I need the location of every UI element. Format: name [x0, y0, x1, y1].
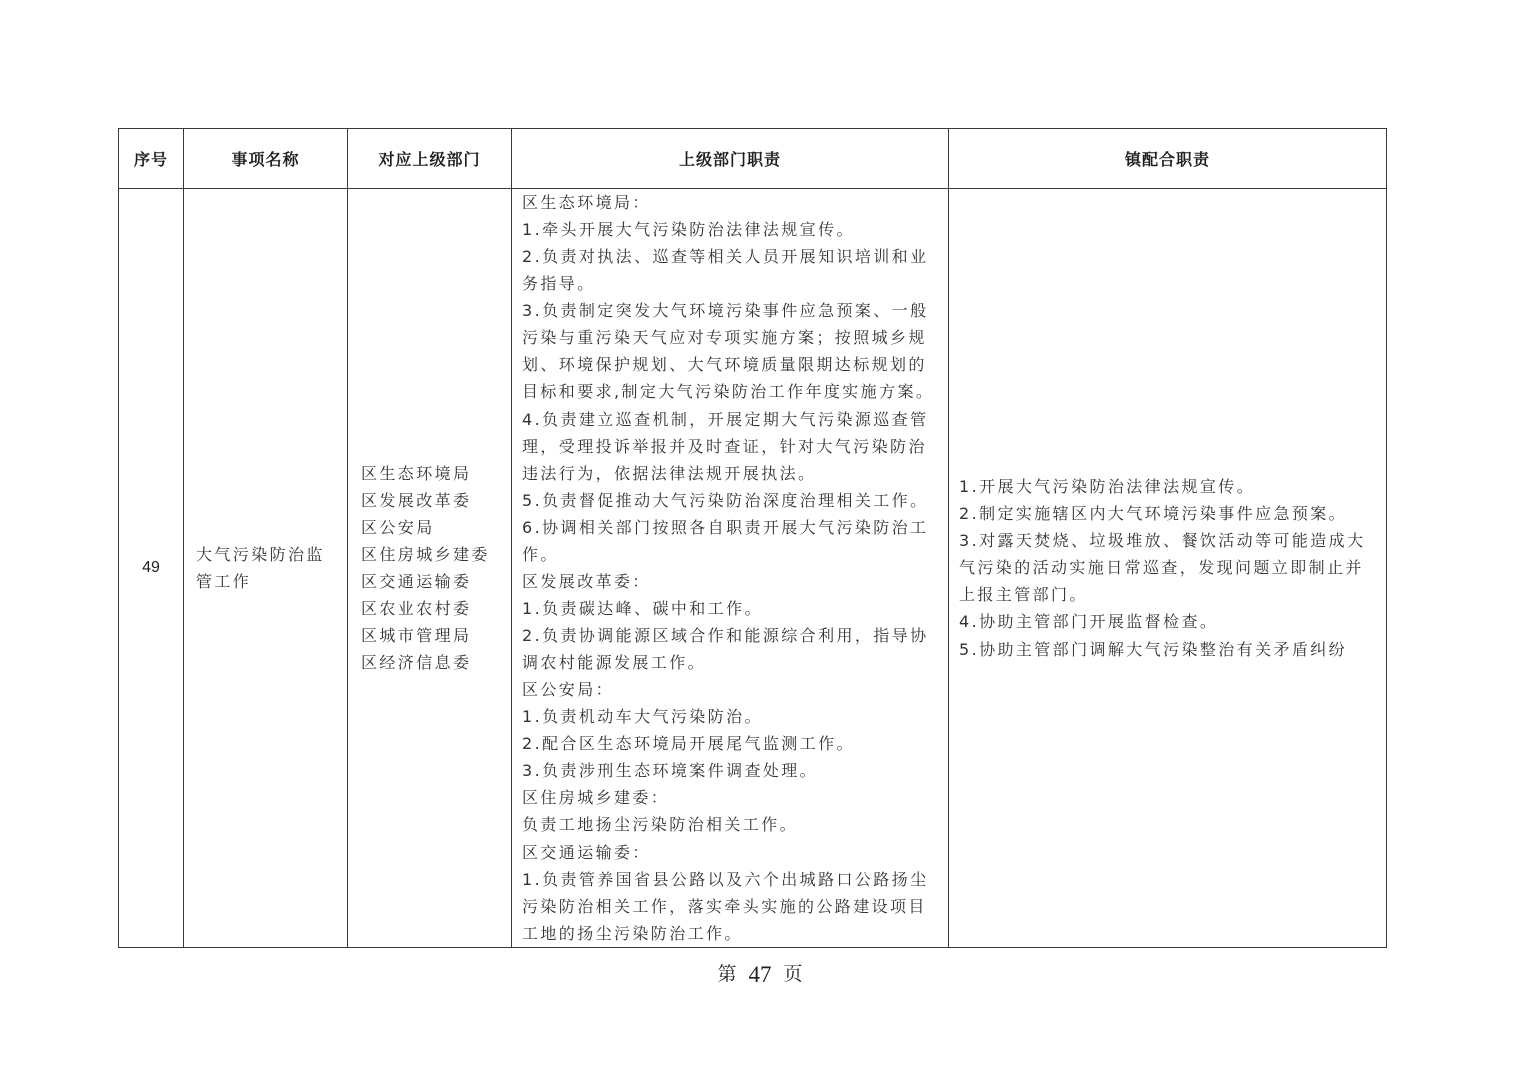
superior-duty-line: 1.负责碳达峰、碳中和工作。 [522, 598, 763, 618]
superior-duty-line: 区公安局： [522, 680, 615, 700]
superior-duty-line: 工地的扬尘污染防治工作。 [522, 923, 743, 943]
header-town-duties: 镇配合职责 [949, 129, 1387, 189]
header-superior-duties: 上级部门职责 [512, 129, 949, 189]
department-item: 区农业农村委 [361, 598, 472, 618]
superior-duty-line: 目标和要求,制定大气污染防治工作年度实施方案。 [522, 382, 935, 402]
superior-duty-line: 区住房城乡建委： [522, 788, 670, 808]
superior-duty-line: 1.牵头开展大气污染防治法律法规宣传。 [522, 220, 855, 240]
page-number: 47 [748, 962, 772, 988]
page-footer [0, 960, 1520, 990]
department-item: 区公安局 [361, 517, 435, 537]
department-item: 区交通运输委 [361, 571, 472, 591]
cell-index: 49 [119, 189, 184, 948]
department-item: 区住房城乡建委 [361, 544, 490, 564]
superior-duty-line: 调农村能源发展工作。 [522, 653, 707, 673]
superior-duty-line: 2.负责对执法、巡查等相关人员开展知识培训和业 [522, 247, 929, 267]
superior-duty-line: 污染与重污染天气应对专项实施方案；按照城乡规 [522, 328, 927, 348]
town-duty-line: 气污染的活动实施日常巡查，发现问题立即制止并 [959, 558, 1364, 578]
superior-duty-line: 区生态环境局： [522, 193, 651, 212]
department-item: 区城市管理局 [361, 626, 472, 645]
town-duty-line: 3.对露天焚烧、垃圾堆放、餐饮活动等可能造成大 [959, 531, 1366, 551]
town-duty-line: 2.制定实施辖区内大气环境污染事件应急预案。 [959, 504, 1348, 524]
page-footer-prefix: 第 [717, 964, 737, 986]
superior-duty-line: 污染防治相关工作，落实牵头实施的公路建设项目 [522, 896, 927, 916]
header-superior-department: 对应上级部门 [348, 129, 512, 189]
superior-duty-line: 5.负责督促推动大气污染防治深度治理相关工作。 [522, 490, 929, 510]
superior-duty-line: 1.负责管养国省县公路以及六个出城路口公路扬尘 [522, 869, 929, 889]
cell-superior-duties [512, 189, 949, 948]
superior-duty-line: 3.负责涉刑生态环境案件调查处理。 [522, 761, 819, 781]
table-body [119, 189, 1387, 948]
item-name-line: 大气污染防治监 [196, 544, 325, 564]
superior-duty-line: 作。 [522, 544, 559, 564]
department-item: 区生态环境局 [361, 463, 472, 483]
superior-duty-line: 4.负责建立巡查机制，开展定期大气污染源巡查管 [522, 409, 929, 429]
superior-duty-line: 理，受理投诉举报并及时查证，针对大气污染防治 [522, 436, 927, 456]
superior-duty-line: 6.协调相关部门按照各自职责开展大气污染防治工 [522, 517, 929, 537]
item-name-line: 管工作 [196, 571, 252, 591]
superior-duty-line: 区发展改革委： [522, 571, 651, 591]
superior-duty-line: 划、环境保护规划、大气环境质量限期达标规划的 [522, 355, 927, 375]
header-index: 序号 [119, 129, 184, 189]
header-item-name: 事项名称 [184, 129, 348, 189]
department-item: 区发展改革委 [361, 490, 472, 510]
superior-duty-line: 3.负责制定突发大气环境污染事件应急预案、一般 [522, 301, 929, 321]
superior-duty-line: 2.负责协调能源区域合作和能源综合利用，指导协 [522, 626, 929, 645]
town-duty-line: 上报主管部门。 [959, 585, 1088, 605]
superior-duty-line: 负责工地扬尘污染防治相关工作。 [522, 815, 799, 835]
superior-duty-line: 务指导。 [522, 274, 596, 294]
table-row [119, 189, 1387, 948]
header-row [119, 129, 1387, 189]
cell-town-duties [949, 189, 1387, 948]
superior-duty-line: 违法行为，依据法律法规开展执法。 [522, 463, 817, 483]
superior-duty-line: 2.配合区生态环境局开展尾气监测工作。 [522, 734, 855, 754]
town-duty-line: 5.协助主管部门调解大气污染整治有关矛盾纠纷 [959, 639, 1348, 659]
town-duty-line: 1.开展大气污染防治法律法规宣传。 [959, 477, 1256, 497]
table-header [119, 129, 1387, 189]
page-footer-suffix: 页 [783, 964, 803, 986]
responsibility-table [118, 128, 1387, 948]
superior-duty-line: 区交通运输委： [522, 842, 651, 862]
department-item: 区经济信息委 [361, 653, 472, 673]
cell-superior-departments [348, 189, 512, 948]
cell-item-name [184, 189, 348, 948]
town-duty-line: 4.协助主管部门开展监督检查。 [959, 612, 1219, 632]
superior-duty-line: 1.负责机动车大气污染防治。 [522, 707, 763, 727]
